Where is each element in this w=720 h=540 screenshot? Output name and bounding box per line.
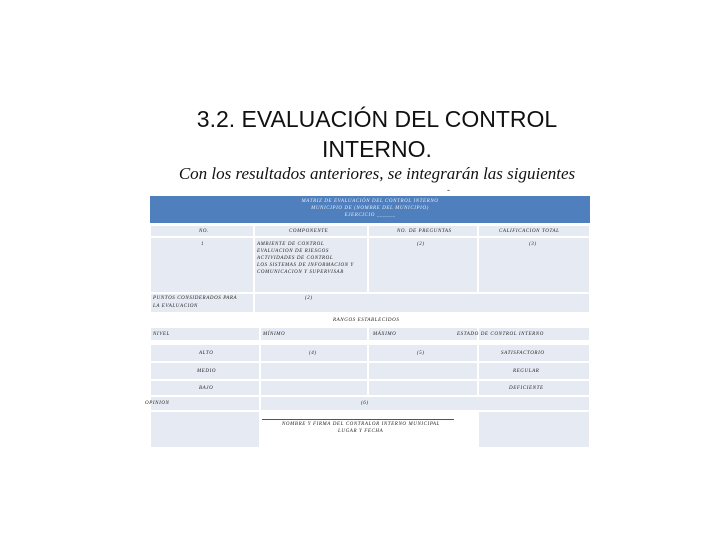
componente-line-3: ACTIVIDADES DE CONTROL — [257, 256, 334, 261]
opinion-value: (6) — [361, 401, 369, 406]
rangos-col-minimo — [260, 327, 368, 341]
rangos-col-maximo-text: MÁXIMO — [373, 332, 397, 337]
componente-line-2: EVALUACION DE RIESGOS — [257, 249, 329, 254]
maximo-alto: (5) — [417, 351, 425, 356]
rangos-row-alto-maximo — [368, 344, 478, 362]
col-header-calificacion-text: CALIFICACION TOTAL — [499, 229, 560, 234]
form-header — [150, 196, 590, 223]
row1-no-preguntas: (2) — [417, 242, 425, 247]
col-header-no-preguntas-text: NO. DE PREGUNTAS — [397, 229, 452, 234]
opinion-label-cell — [145, 396, 260, 411]
signature-line — [262, 419, 454, 420]
col-header-calificacion — [478, 225, 590, 237]
estado-bajo: DEFICIENTE — [509, 386, 544, 391]
componente-line-1: AMBIENTE DE CONTROL — [257, 242, 325, 247]
row1-no-preguntas-cell — [368, 237, 478, 293]
estado-medio: REGULAR — [513, 369, 540, 374]
rangos-col-estado-text: ESTADO DE CONTROL INTERNO — [457, 332, 544, 337]
slide-title-line-2: INTERNO. — [322, 136, 432, 162]
signature-right-cell — [478, 411, 590, 448]
puntos-label-line-1: PUNTOS CONSIDERADOS PARA — [153, 296, 238, 301]
rangos-row-medio-nivel — [150, 362, 260, 380]
rangos-row-medio-maximo — [368, 362, 478, 380]
componente-line-4: LOS SISTEMAS DE INFORMACION Y — [257, 263, 354, 268]
header-line-2: MUNICIPIO DE (NOMBRE DEL MUNICIPIO) — [311, 206, 429, 211]
nivel-alto: ALTO — [199, 351, 214, 356]
puntos-value: (2) — [305, 296, 313, 301]
row1-no: 1 — [201, 242, 205, 247]
evaluation-matrix-form — [145, 196, 590, 448]
signature-line-2: LUGAR Y FECHA — [338, 429, 384, 434]
nivel-bajo: BAJO — [199, 386, 214, 391]
minimo-alto: (4) — [309, 351, 317, 356]
slide-title-line-1: 3.2. EVALUACIÓN DEL CONTROL — [196, 106, 558, 132]
col-header-no — [150, 225, 254, 237]
componente-line-5: COMUNICACION Y SUPERVISAR — [257, 270, 344, 275]
rangos-row-bajo-minimo — [260, 380, 368, 396]
row1-calificacion: (3) — [529, 242, 537, 247]
rangos-row-alto-nivel — [150, 344, 260, 362]
col-header-componente-text: COMPONENTE — [289, 229, 329, 234]
slide-subtitle: Con los resultados anteriores, se integrarán las siguientes — [178, 164, 576, 183]
signature-line-1: NOMBRE Y FIRMA DEL CONTRALOR INTERNO MUNICIPAL — [282, 422, 440, 427]
rangos-title: RANGOS ESTABLECIDOS — [333, 318, 400, 323]
col-header-no-preguntas — [368, 225, 478, 237]
rangos-col-nivel-text: NIVEL — [153, 332, 170, 337]
opinion-label: OPINION — [145, 401, 170, 406]
col-header-no-text: NO. — [199, 229, 209, 234]
rangos-row-alto-estado — [478, 344, 590, 362]
col-header-componente — [254, 225, 368, 237]
rangos-title-cell — [150, 313, 590, 327]
row1-no-cell — [150, 237, 254, 293]
signature-left-cell — [150, 411, 260, 448]
slide-title — [150, 104, 604, 164]
rangos-col-minimo-text: MÍNIMO — [263, 332, 286, 337]
header-line-3: EJERCICIO ______ — [344, 213, 396, 218]
rangos-col-nivel — [150, 327, 260, 341]
rangos-row-bajo-maximo — [368, 380, 478, 396]
rangos-col-estado — [457, 327, 590, 341]
rangos-row-medio-estado — [478, 362, 590, 380]
stray-dash: - — [447, 185, 450, 195]
rangos-row-bajo-estado — [478, 380, 590, 396]
rangos-row-medio-minimo — [260, 362, 368, 380]
rangos-row-bajo-nivel — [150, 380, 260, 396]
rangos-row-alto-minimo — [260, 344, 368, 362]
row1-componente-cell — [254, 237, 368, 293]
row1-calificacion-cell — [478, 237, 590, 293]
nivel-medio: MEDIO — [197, 369, 217, 374]
puntos-label-line-2: LA EVALUACION — [153, 304, 198, 309]
puntos-label-cell — [150, 293, 254, 313]
estado-alto: SATISFACTORIO — [501, 351, 545, 356]
opinion-value-cell — [260, 396, 590, 411]
header-line-1: MATRIZ DE EVALUACIÓN DEL CONTROL INTERNO — [301, 199, 439, 204]
puntos-value-cell — [254, 293, 590, 313]
